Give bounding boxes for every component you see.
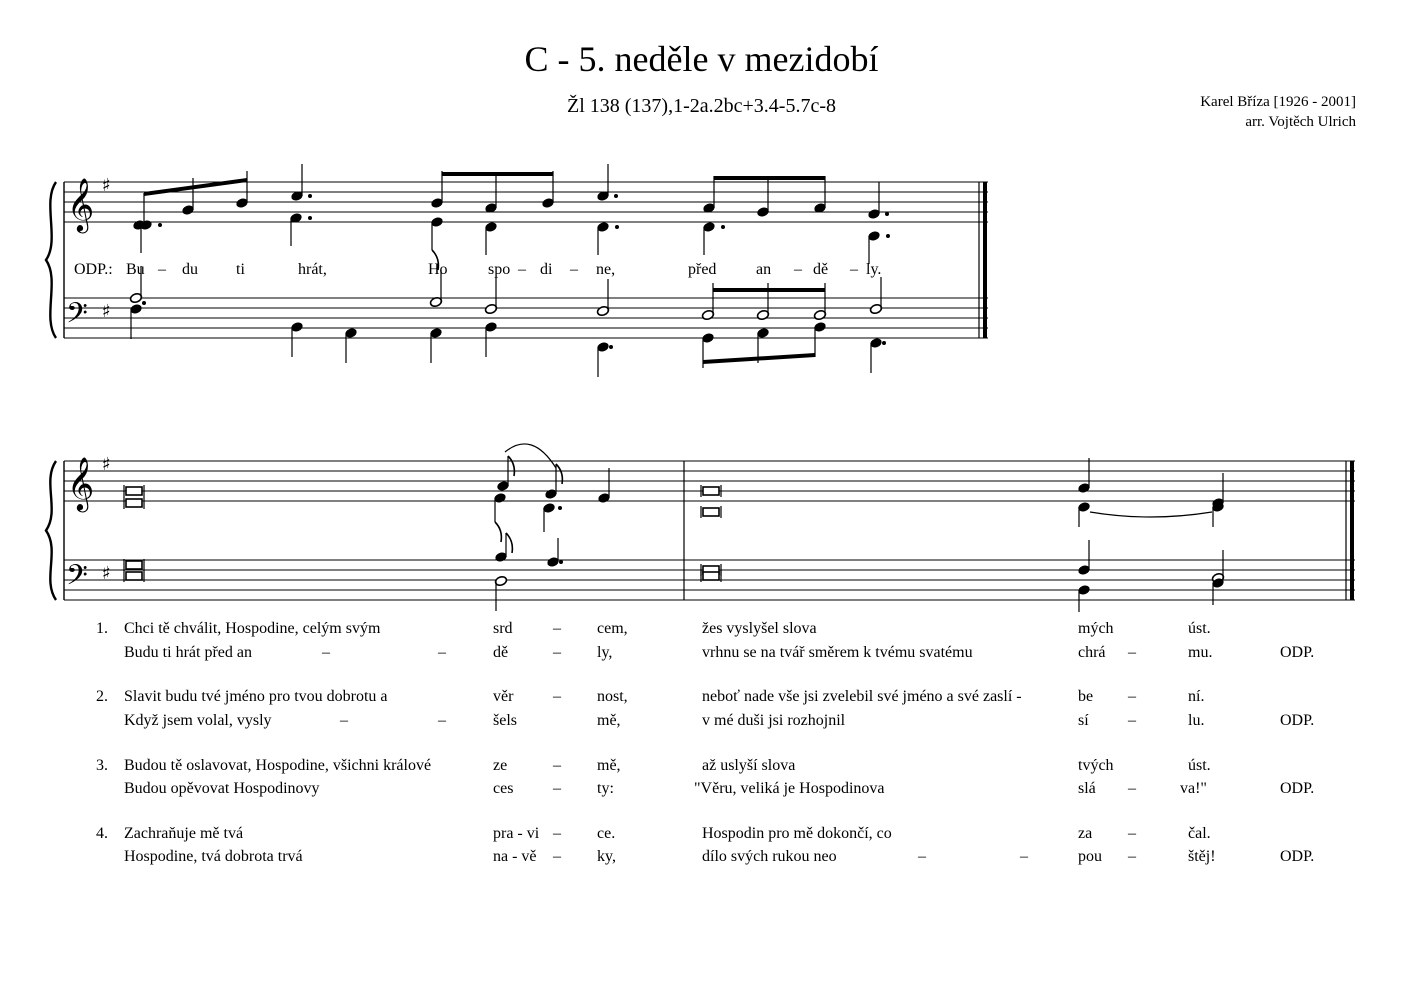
verse-2-line-1 — [0, 688, 1403, 710]
verse-text: Hospodine, tvá dobrota trvá — [124, 848, 303, 865]
hyphen: – — [553, 848, 561, 865]
refrain-lyrics — [74, 261, 881, 278]
verse-number: 4. — [96, 825, 108, 842]
syllable: úst. — [1188, 620, 1211, 637]
refrain-marker: ODP. — [1280, 712, 1315, 729]
note-beam — [713, 288, 825, 292]
system-2 — [46, 444, 1355, 612]
syllable: mě, — [597, 757, 621, 774]
syllable: šels — [493, 712, 517, 729]
refrain-syllable: Bu — [126, 261, 145, 278]
refrain-syllable: ne, — [596, 261, 616, 278]
hyphen: – — [553, 780, 561, 797]
refrain-syllable: ti — [236, 261, 245, 278]
augmentation-dot — [559, 560, 563, 564]
verse-4-line-2 — [0, 848, 1403, 870]
syllable: věr — [493, 688, 514, 705]
hyphen: – — [1128, 780, 1136, 797]
system-1 — [46, 164, 988, 377]
augmentation-dot — [609, 345, 613, 349]
verse-text: Slavit budu tvé jméno pro tvou dobrotu a — [124, 688, 388, 705]
composer-name: Karel Bříza [1926 - 2001] — [1200, 94, 1356, 110]
syllable: ty: — [597, 780, 614, 797]
arranger-name: arr. Vojtěch Ulrich — [1245, 114, 1356, 130]
hyphen: – — [553, 825, 561, 842]
refrain-hyphen: – — [518, 261, 526, 278]
verse-number: 2. — [96, 688, 108, 705]
note-flag — [508, 456, 514, 476]
augmentation-dot — [308, 194, 312, 198]
verse-text: dílo svých rukou neo — [702, 848, 837, 865]
syllable: sí — [1078, 712, 1089, 729]
hyphen: – — [553, 688, 561, 705]
verse-1-line-1 — [0, 620, 1403, 642]
syllable: cem, — [597, 620, 628, 637]
note-beam — [714, 176, 825, 180]
treble-clef-icon: 𝄞 — [67, 177, 95, 231]
bass-clef-icon: 𝄢 — [66, 297, 88, 337]
verse-1-line-2 — [0, 644, 1403, 666]
key-signature-sharp-icon: ♯ — [102, 301, 111, 322]
verse-text: Zachraňuje mě tvá — [124, 825, 244, 842]
hyphen: – — [553, 757, 561, 774]
verse-text: až uslyší slova — [702, 757, 796, 774]
syllable: čal. — [1188, 825, 1211, 842]
verse-text: Když jsem volal, vysly — [124, 712, 272, 729]
hyphen: – — [340, 712, 348, 729]
syllable: úst. — [1188, 757, 1211, 774]
syllable: nost, — [597, 688, 628, 705]
note-flag — [495, 522, 501, 542]
hyphen: – — [918, 848, 926, 865]
breve-note — [703, 508, 719, 516]
syllable: ze — [493, 757, 508, 774]
syllable: dě — [493, 644, 509, 661]
refrain-syllable: du — [182, 261, 198, 278]
refrain-syllable: di — [540, 261, 553, 278]
syllable: štěj! — [1188, 848, 1216, 865]
verse-text: Hospodin pro mě dokončí, co — [702, 825, 892, 842]
refrain-syllable: hrát, — [298, 261, 327, 278]
syllable: va!" — [1180, 780, 1207, 797]
augmentation-dot — [882, 341, 886, 345]
verse-3-line-1 — [0, 757, 1403, 779]
verses-block — [0, 620, 1403, 880]
tie-slur — [1090, 512, 1212, 517]
augmentation-dot — [614, 194, 618, 198]
page-title: C - 5. neděle v mezidobí — [524, 39, 879, 79]
augmentation-dot — [886, 234, 890, 238]
augmentation-dot — [885, 212, 889, 216]
syllable: mu. — [1188, 644, 1213, 661]
refrain-syllable: před — [688, 261, 717, 278]
refrain-marker: ODP. — [1280, 780, 1315, 797]
syllable: tvých — [1078, 757, 1114, 774]
augmentation-dot — [615, 225, 619, 229]
refrain-syllable: spo — [488, 261, 511, 278]
syllable: za — [1078, 825, 1093, 842]
key-signature-sharp-icon: ♯ — [102, 175, 111, 196]
refrain-syllable: an — [756, 261, 772, 278]
verse-4-line-1 — [0, 825, 1403, 847]
hyphen: – — [1128, 712, 1136, 729]
syllable: ces — [493, 780, 514, 797]
refrain-label: ODP.: — [74, 261, 113, 278]
breve-note — [126, 487, 142, 495]
breve-note — [703, 487, 719, 495]
verse-text: Budou opěvovat Hospodinovy — [124, 780, 320, 797]
note-beam — [442, 172, 553, 176]
syllable: mě, — [597, 712, 621, 729]
refrain-syllable: Ho — [428, 261, 448, 278]
syllable: be — [1078, 688, 1094, 705]
treble-clef-icon: 𝄞 — [67, 456, 95, 510]
hyphen: – — [438, 712, 446, 729]
system-brace — [46, 461, 56, 600]
verse-3-line-2 — [0, 780, 1403, 802]
hyphen: – — [1128, 688, 1136, 705]
syllable: srd — [493, 620, 513, 637]
breve-note — [703, 572, 719, 580]
verse-number: 1. — [96, 620, 108, 637]
syllable: pra - vi — [493, 825, 540, 842]
refrain-marker: ODP. — [1280, 848, 1315, 865]
syllable: ce. — [597, 825, 616, 842]
syllable: ní. — [1188, 688, 1205, 705]
hyphen: – — [1128, 825, 1136, 842]
verse-text: v mé duši jsi rozhojnil — [702, 712, 846, 729]
refrain-hyphen: – — [570, 261, 578, 278]
syllable: chrá — [1078, 644, 1106, 661]
hyphen: – — [1020, 848, 1028, 865]
syllable: pou — [1078, 848, 1102, 865]
system-brace — [46, 182, 56, 338]
hyphen: – — [553, 620, 561, 637]
augmentation-dot — [558, 506, 562, 510]
breve-note — [126, 572, 142, 580]
note-flag — [506, 533, 512, 553]
augmentation-dot — [142, 301, 146, 305]
note-beam — [703, 353, 815, 364]
syllable: lu. — [1188, 712, 1205, 729]
verse-text: Chci tě chválit, Hospodine, celým svým — [124, 620, 381, 637]
syllable: ly, — [597, 644, 613, 661]
verse-number: 3. — [96, 757, 108, 774]
key-signature-sharp-icon: ♯ — [102, 454, 111, 475]
syllable: mých — [1078, 620, 1114, 637]
hyphen: – — [1128, 848, 1136, 865]
verse-text: neboť nade vše jsi zvelebil své jméno a své zaslí - — [702, 688, 1022, 705]
hyphen: – — [1128, 644, 1136, 661]
breve-note — [126, 561, 142, 569]
augmentation-dot — [721, 225, 725, 229]
syllable: slá — [1078, 780, 1096, 797]
syllable: ky, — [597, 848, 616, 865]
hyphen: – — [553, 644, 561, 661]
hyphen: – — [438, 644, 446, 661]
refrain-hyphen: – — [794, 261, 802, 278]
key-signature-sharp-icon: ♯ — [102, 563, 111, 584]
note-beam — [144, 178, 247, 196]
breve-note — [126, 499, 142, 507]
augmentation-dot — [158, 223, 162, 227]
hyphen: – — [322, 644, 330, 661]
verse-text: žes vyslyšel slova — [702, 620, 817, 637]
syllable: na - vě — [493, 848, 537, 865]
refrain-marker: ODP. — [1280, 644, 1315, 661]
augmentation-dot — [308, 216, 312, 220]
bass-clef-icon: 𝄢 — [66, 559, 88, 599]
refrain-syllable: dě — [813, 261, 829, 278]
verse-text: vrhnu se na tvář směrem k tvému svatému — [702, 644, 973, 661]
verse-text: Budou tě oslavovat, Hospodine, všichni králové — [124, 757, 432, 774]
verse-text: Budu ti hrát před an — [124, 644, 252, 661]
refrain-syllable: ly. — [866, 261, 882, 278]
verse-text: "Věru, veliká je Hospodinova — [694, 780, 885, 797]
psalm-reference: Žl 138 (137),1-2a.2bc+3.4-5.7c-8 — [567, 95, 836, 117]
verse-2-line-2 — [0, 712, 1403, 734]
refrain-hyphen: – — [158, 261, 166, 278]
refrain-hyphen: – — [850, 261, 858, 278]
